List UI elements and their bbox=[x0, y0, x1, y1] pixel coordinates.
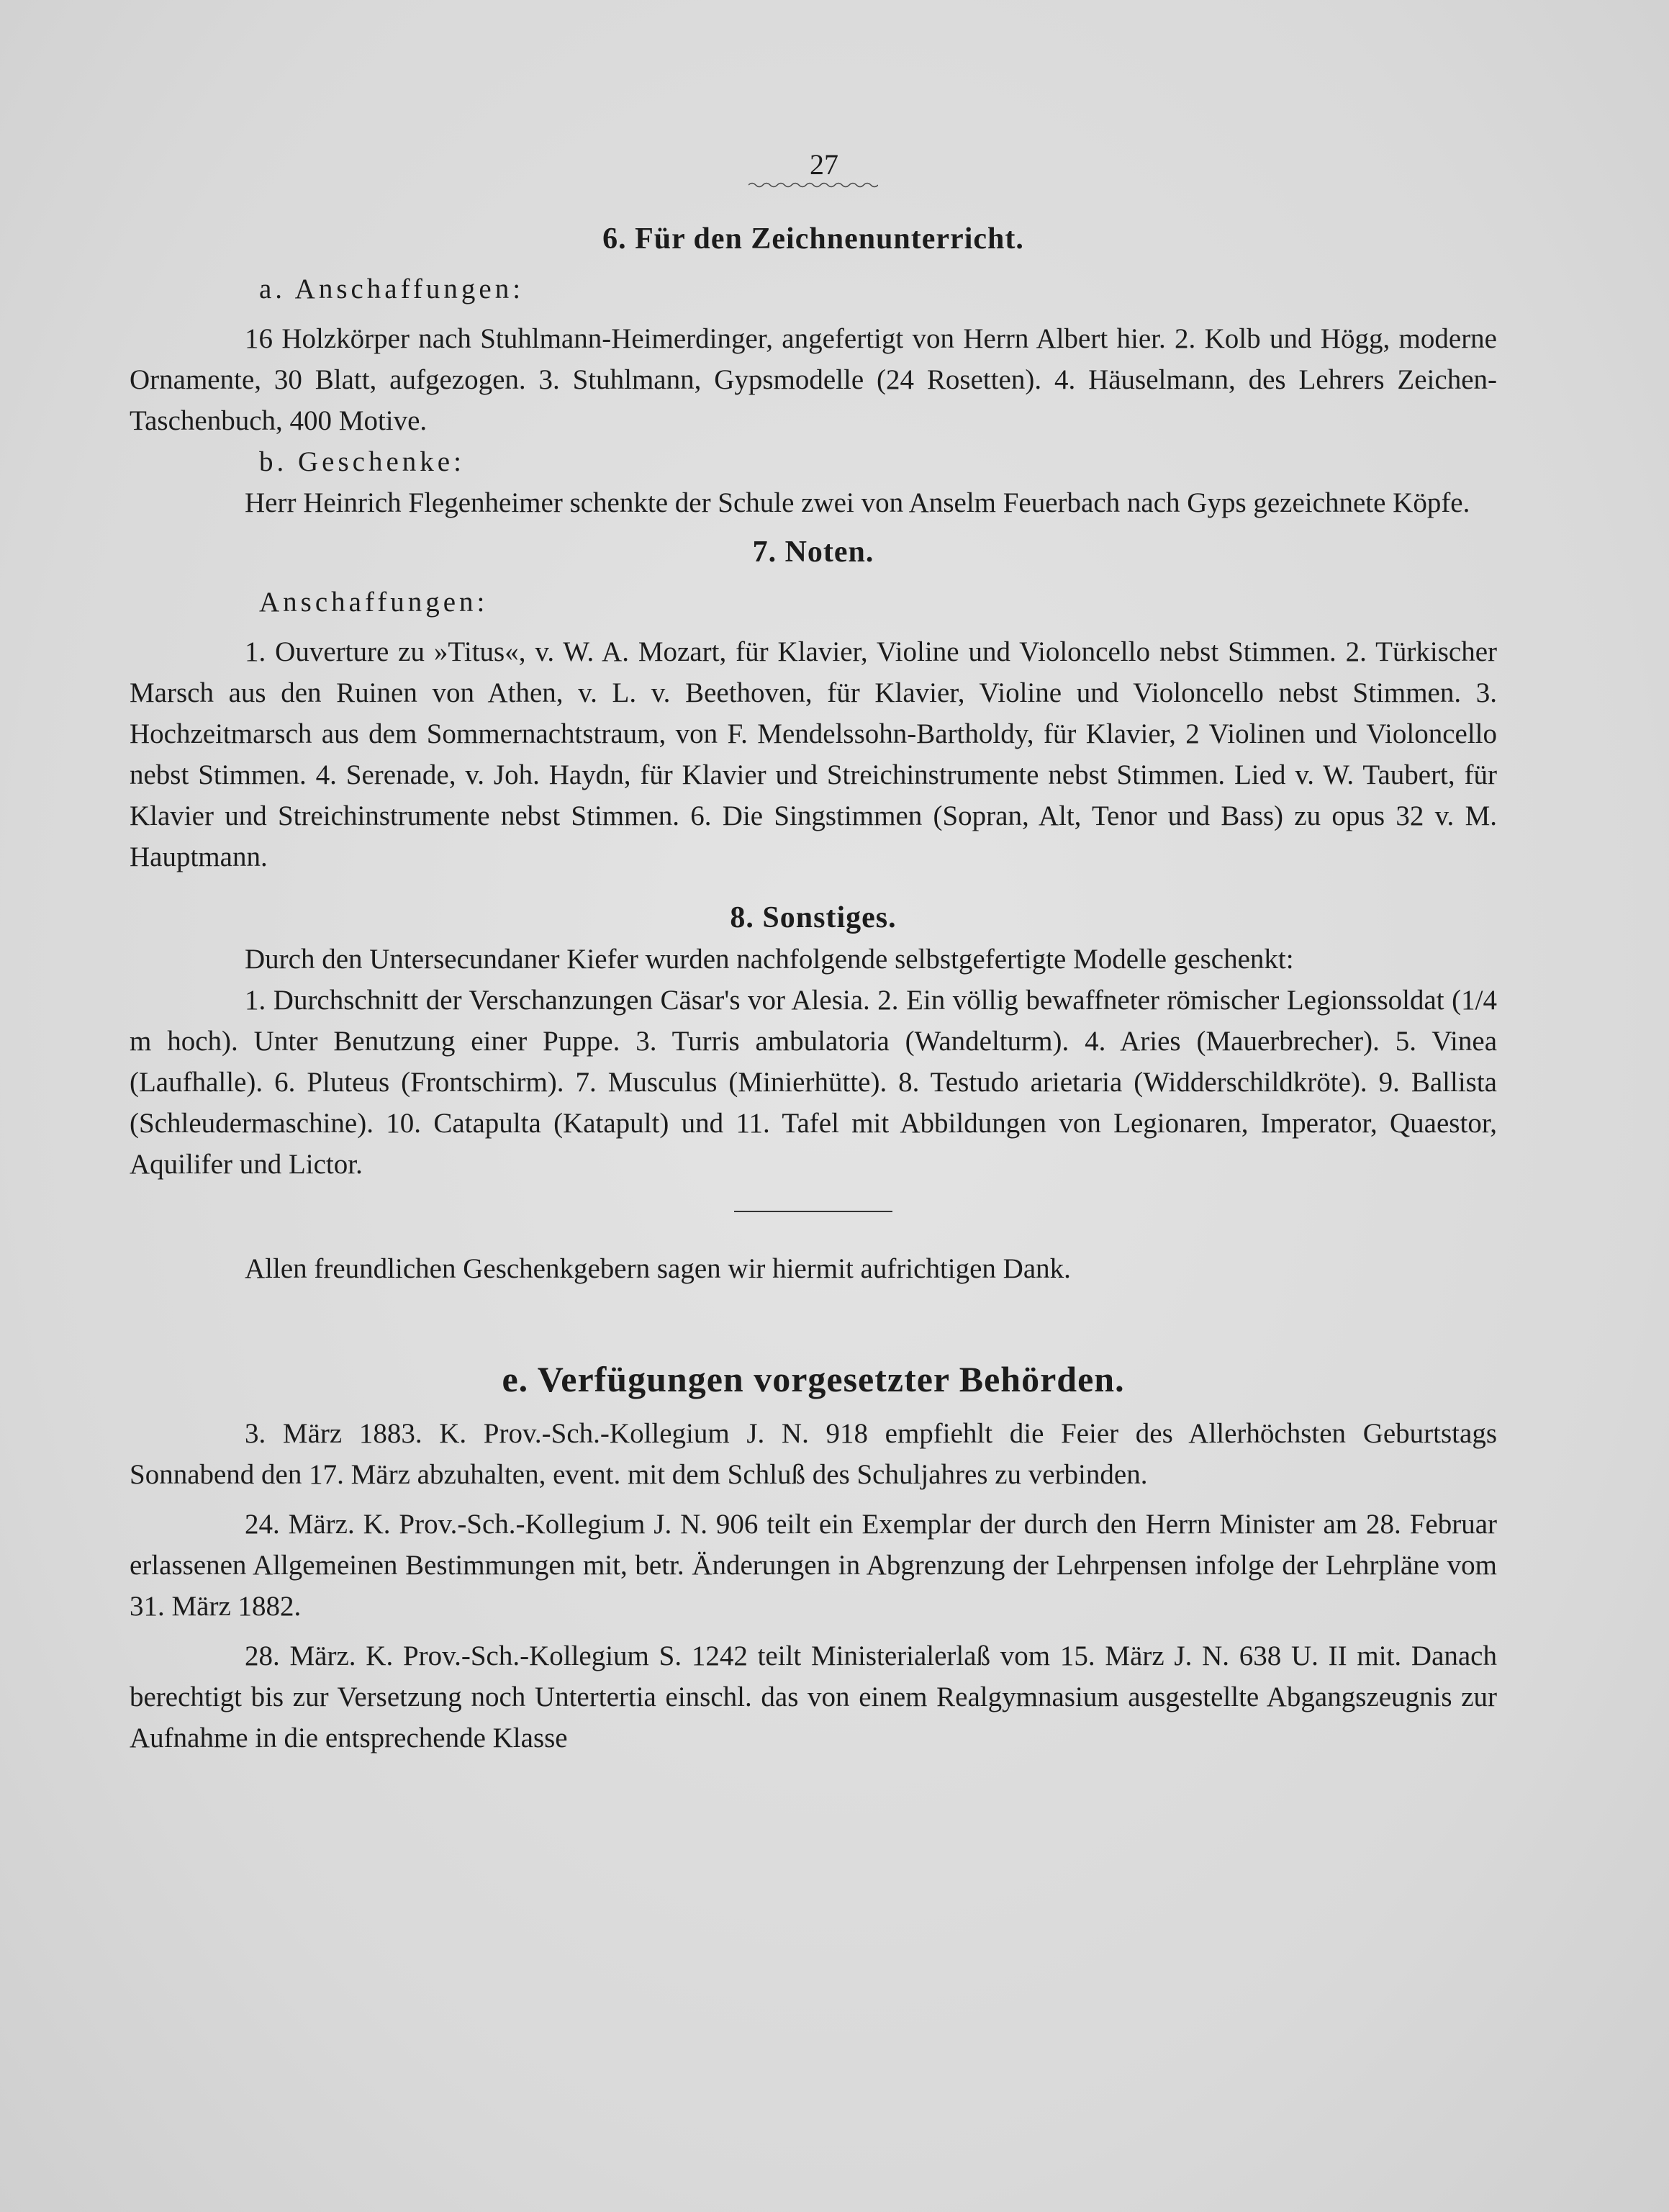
section-8-title: 8. Sonstiges. bbox=[730, 901, 897, 934]
divider-rule bbox=[734, 1211, 892, 1212]
page-number bbox=[130, 144, 1497, 187]
list-item: 3. März 1883. K. Prov.-Sch.-Kollegium J. N. 918 empfiehlt die Feier des Allerhöchsten Geburtstags Sonnabend den 17. März abzuhalten, event. mit dem Schluß des Schuljahres zu verbinden. bbox=[130, 1418, 1497, 1490]
section-e-title: e. Verfügungen vorgesetzter Behörden. bbox=[502, 1359, 1125, 1399]
thanks-text: Allen freundlichen Geschenkgebern sagen wir hiermit aufrichtigen Dank. bbox=[245, 1253, 1071, 1284]
section-6-b-label: b. Geschenke: bbox=[259, 446, 465, 477]
section-8-intro: Durch den Untersecundaner Kiefer wurden nachfolgende selbstgefertigte Modelle geschenkt: bbox=[245, 944, 1294, 975]
page-number-text: 27 bbox=[810, 148, 838, 181]
section-6-a-label: a. Anschaffungen: bbox=[259, 274, 525, 304]
section-7-label: Anschaffungen: bbox=[259, 587, 489, 618]
section-7-text: 1. Ouverture zu »Titus«, v. W. A. Mozart, für Klavier, Violine und Violoncello nebst Stimmen. 2. Türkischer Marsch aus den Ruinen von Athen, v. L. v. Beethoven, für Klavier, Violine und Violoncello nebst Stimmen. 3. Hochzeitmarsch aus dem Sommernachtstraum, von F. Mendelssohn-Bartholdy, für Klavier, 2 Violinen und Violoncello nebst Stimmen. 4. Serenade, v. Joh. Haydn, für Klavier und Streichinstrumente nebst Stimmen. Lied v. W. Taubert, für Klavier und Streichinstrumente nebst Stimmen. 6. Die Singstimmen (Sopran, Alt, Tenor und Bass) zu opus 32 v. M. Hauptmann. bbox=[130, 636, 1497, 872]
section-6-a-text: 16 Holzkörper nach Stuhlmann-Heimerdinger, angefertigt von Herrn Albert hier. 2. Kolb und Högg, moderne Ornamente, 30 Blatt, aufgezogen. 3. Stuhlmann, Gypsmodelle (24 Rosetten). 4. Häuselmann, des Lehrers Zeichen-Taschenbuch, 400 Motive. bbox=[130, 323, 1497, 436]
section-7-title: 7. Noten. bbox=[752, 536, 874, 569]
section-6-title: 6. Für den Zeichnenunterricht. bbox=[602, 222, 1024, 256]
section-8-text: 1. Durchschnitt der Verschanzungen Cäsar's vor Alesia. 2. Ein völlig bewaffneter römischer Legionssoldat (1/4 m hoch). Unter Benutzung einer Puppe. 3. Turris ambulatoria (Wandelturm). 4. Aries (Mauerbrecher). 5. Vinea (Laufhalle). 6. Pluteus (Frontschirm). 7. Musculus (Minierhütte). 8. Testudo arietaria (Widderschildkröte). 9. Ballista (Schleudermaschine). 10. Catapulta (Katapult) und 11. Tafel mit Abbildungen von Legionaren, Imperator, Quaestor, Aquilifer und Lictor. bbox=[130, 985, 1497, 1180]
list-item: 28. März. K. Prov.-Sch.-Kollegium S. 1242 teilt Ministerialerlaß vom 15. März J. N. 638 U. II mit. Danach berechtigt bis zur Versetzung noch Untertertia einschl. das von einem Realgymnasium ausgestellte Abgangszeugnis zur Aufnahme in die entsprechende Klasse bbox=[130, 1640, 1497, 1753]
section-6-b-text: Herr Heinrich Flegenheimer schenkte der Schule zwei von Anselm Feuerbach nach Gyps gezeichnete Köpfe. bbox=[245, 487, 1470, 518]
page-content bbox=[130, 144, 1497, 1759]
list-item: 24. März. K. Prov.-Sch.-Kollegium J. N. 906 teilt ein Exemplar der durch den Herrn Minister am 28. Februar erlassenen Allgemeinen Bestimmungen mit, betr. Änderungen in Abgrenzung der Lehrpensen infolge der Lehrpläne vom 31. März 1882. bbox=[130, 1509, 1497, 1622]
